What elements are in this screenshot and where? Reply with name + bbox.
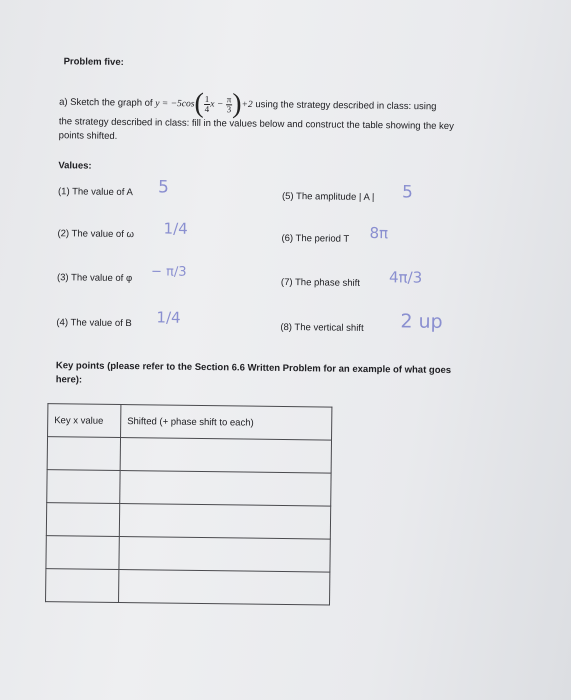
answer-amplitude: 5 xyxy=(401,182,413,203)
problem-title: Problem five: xyxy=(63,56,124,69)
value-label-vertical-shift: (8) The vertical shift xyxy=(280,321,364,334)
table-row xyxy=(47,470,331,506)
table-cell[interactable] xyxy=(46,503,119,537)
value-label-amplitude: (5) The amplitude | A | xyxy=(281,190,375,204)
table-cell[interactable] xyxy=(46,536,119,570)
table-header-row xyxy=(48,404,332,440)
table-cell[interactable] xyxy=(119,503,330,539)
part-a-line1: a) Sketch the graph of y = −5cos( $\frac{1}{4}$ x − $\frac{\pi}{3}$ )+2 using the strategy described in class: using xyxy=(59,87,437,120)
part-a-line2: the strategy described in class: fill in the values below and construct the table showing the key xyxy=(58,116,454,133)
equation-tail: +2 xyxy=(241,99,253,111)
answer-phase-shift: 4π/3 xyxy=(388,268,423,287)
value-label-omega: (2) The value of ω xyxy=(57,228,134,241)
equation-frac2: $\frac{\pi}{3}$ xyxy=(226,93,232,114)
key-points-instructions: Key points (please refer to the Section 6.6 Written Problem for an example of what goes xyxy=(55,360,452,377)
table-row xyxy=(46,536,330,572)
value-label-period: (6) The period T xyxy=(281,232,350,245)
answer-A: 5 xyxy=(157,177,170,198)
values-label: Values: xyxy=(58,160,92,172)
table-cell[interactable] xyxy=(120,470,331,506)
value-label-phase-shift: (7) The phase shift xyxy=(280,276,361,289)
answer-period: 8π xyxy=(369,224,389,243)
table-row xyxy=(46,503,330,539)
key-points-instructions-2: here): xyxy=(55,374,83,386)
answer-vertical-shift: 2 up xyxy=(400,310,443,333)
value-label-phi: (3) The value of φ xyxy=(56,272,133,285)
table-header-shifted: Shifted (+ phase shift to each) xyxy=(121,404,332,440)
part-a-line3: points shifted. xyxy=(58,130,118,142)
equation-cos: = −5cos xyxy=(159,98,195,110)
answer-omega: 1/4 xyxy=(163,219,188,238)
equation-frac1: $\frac{1}{4}$ xyxy=(204,93,210,114)
worksheet-page xyxy=(34,30,542,676)
answer-phi: − π/3 xyxy=(150,264,187,280)
table-header-key-x: Key x value xyxy=(48,404,121,438)
part-a-prefix: a) Sketch the graph of xyxy=(59,96,156,109)
value-label-A: (1) The value of A xyxy=(57,186,133,199)
table-cell[interactable] xyxy=(120,437,331,473)
value-label-B: (4) The value of B xyxy=(56,317,132,330)
table-cell[interactable] xyxy=(47,470,120,504)
table-row xyxy=(46,569,330,605)
table-row xyxy=(47,437,331,473)
table-cell[interactable] xyxy=(46,569,119,603)
key-points-table xyxy=(45,403,332,605)
equation-x: x xyxy=(210,99,215,110)
table-cell[interactable] xyxy=(47,437,120,471)
table-cell[interactable] xyxy=(119,569,330,605)
table-cell[interactable] xyxy=(119,536,330,572)
part-a-suffix: using the strategy described in class: using xyxy=(252,99,437,113)
equation-lhs: y xyxy=(155,98,160,109)
answer-B: 1/4 xyxy=(156,308,181,327)
